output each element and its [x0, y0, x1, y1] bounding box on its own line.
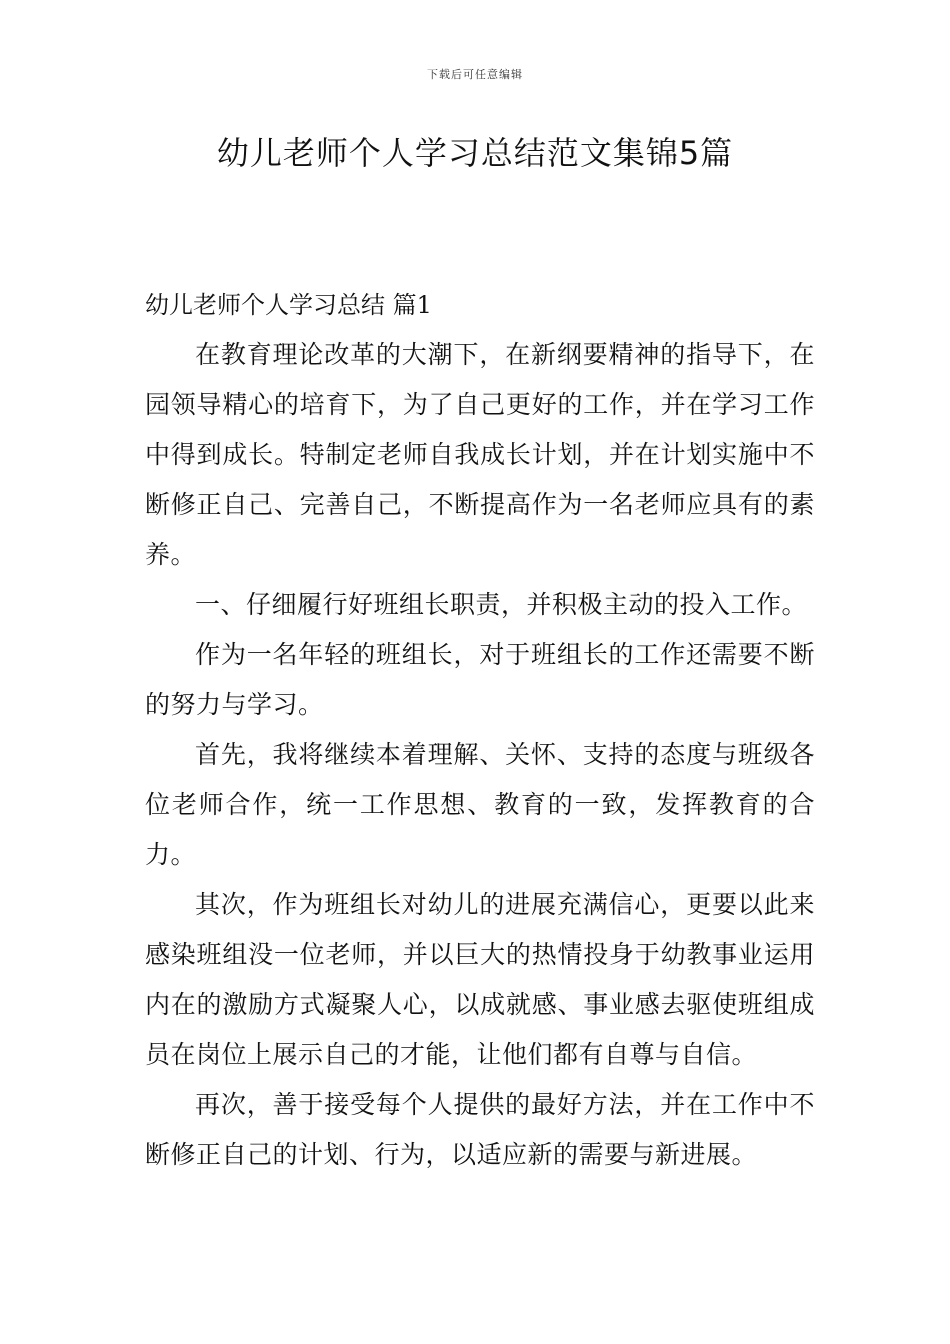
paragraph-team-leader: 作为一名年轻的班组长，对于班组长的工作还需要不断的努力与学习。 — [145, 640, 815, 719]
paragraph-third: 再次，善于接受每个人提供的最好方法，并在工作中不断修正自己的计划、行为，以适应新的需要与新进展。 — [145, 1090, 815, 1169]
document-title: 幼儿老师个人学习总结范文集锦5篇 — [216, 134, 734, 172]
paragraph-first: 首先，我将继续本着理解、关怀、支持的态度与班级各位老师合作，统一工作思想、教育的一致，发挥教育的合力。 — [145, 740, 815, 869]
section-heading: 幼儿老师个人学习总结 篇1 — [145, 291, 432, 319]
paragraph-second: 其次，作为班组长对幼儿的进展充满信心，更要以此来感染班组没一位老师，并以巨大的热情投身于幼教事业运用内在的激励方式凝聚人心，以成就感、事业感去驱使班组成员在岗位上展示自己的才能，让他们都有自尊与自信。 — [145, 890, 815, 1069]
paragraph-intro: 在教育理论改革的大潮下，在新纲要精神的指导下，在园领导精心的培育下，为了自己更好的工作，并在学习工作中得到成长。特制定老师自我成长计划，并在计划实施中不断修正自己、完善自己，不断提高作为一名老师应具有的素养。 — [145, 340, 815, 569]
paragraph-point-one: 一、仔细履行好班组长职责，并积极主动的投入工作。 — [195, 590, 808, 619]
document-body — [145, 280, 815, 1180]
download-note: 下载后可任意编辑 — [427, 68, 523, 81]
